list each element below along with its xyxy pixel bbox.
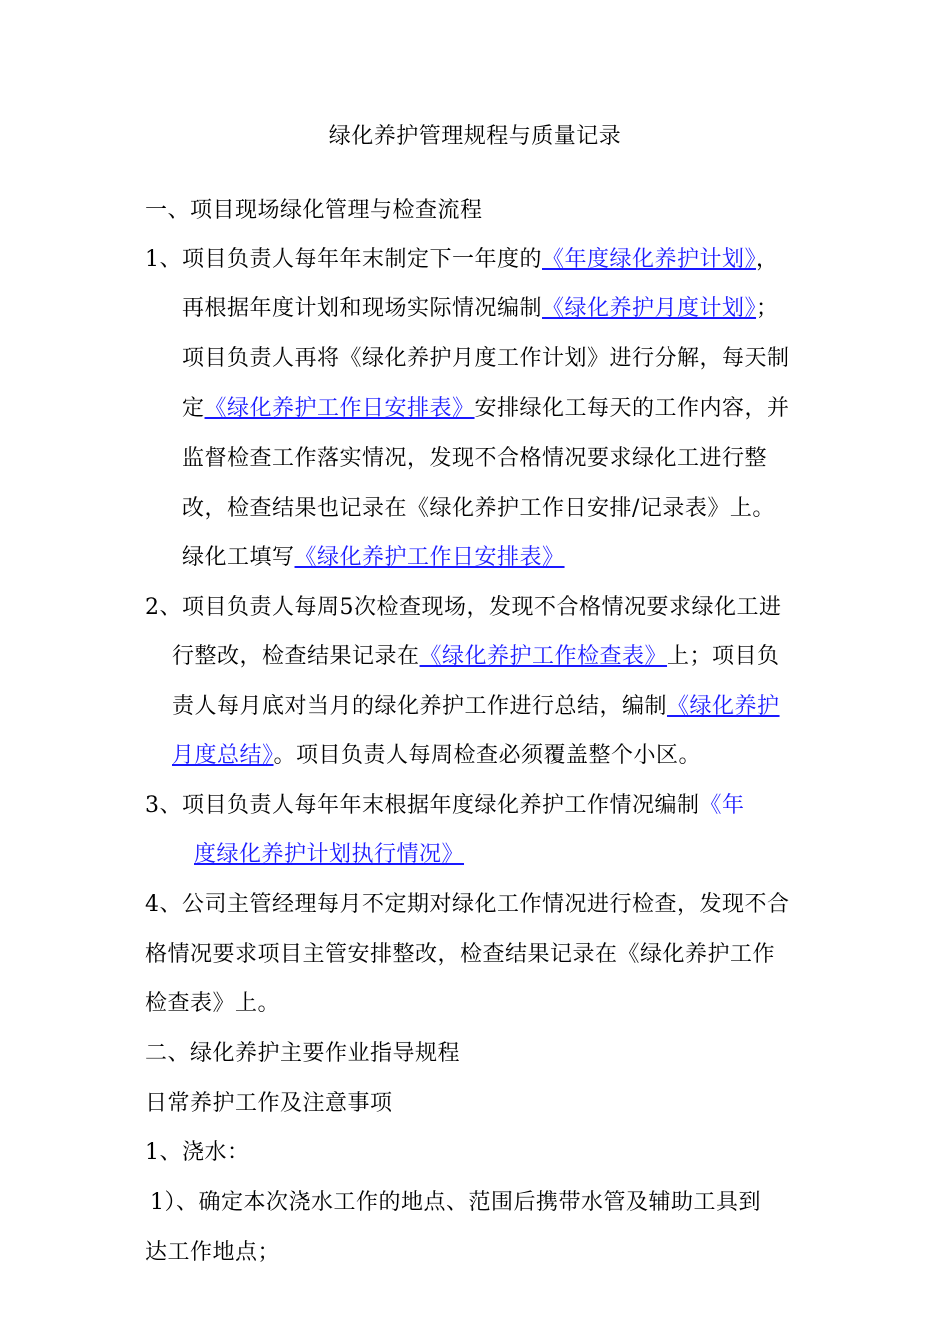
text: 再根据年度计划和现场实际情况编制 (182, 296, 543, 321)
paragraph-3-line-1 (145, 791, 745, 821)
paragraph-2-line-1: 2、项目负责人每周5次检查现场，发现不合格情况要求绿化工进 (145, 595, 782, 620)
link-monthly-summary-cont[interactable]: 月度总结》 (172, 743, 274, 768)
text: 绿化工填写 (182, 545, 295, 570)
paragraph-4-line-2: 格情况要求项目主管安排整改，检查结果记录在《绿化养护工作 (145, 942, 776, 967)
link-inspection-form[interactable]: 《绿化养护工作检查表》 (419, 644, 668, 669)
paragraph-1-line-7 (182, 543, 565, 573)
item-watering: 1、浇水： (145, 1140, 250, 1165)
link-monthly-plan[interactable]: 《绿化养护月度计划》 (542, 296, 757, 321)
link-daily-schedule[interactable]: 《绿化养护工作日安排表》 (204, 396, 475, 421)
paragraph-1-line-6: 改，检查结果也记录在《绿化养护工作日安排/记录表》上。 (182, 496, 775, 521)
link-plan-execution[interactable]: 《年 (699, 793, 745, 818)
link-daily-schedule-2[interactable]: 《绿化养护工作日安排表》 (294, 545, 565, 570)
text: ； (756, 296, 779, 321)
text: 定 (182, 396, 205, 421)
text: 1、项目负责人每年年末制定下一年度的 (145, 247, 542, 272)
paragraph-1-line-1 (145, 245, 779, 275)
subsection-heading: 日常养护工作及注意事项 (145, 1091, 393, 1116)
text: 上；项目负 (667, 644, 780, 669)
text: 行整改，检查结果记录在 (172, 644, 420, 669)
text: 安排绿化工每天的工作内容，并 (474, 396, 790, 421)
paragraph-1-line-5: 监督检查工作落实情况，发现不合格情况要求绿化工进行整 (182, 446, 768, 471)
section-heading-2: 二、绿化养护主要作业指导规程 (145, 1041, 461, 1066)
link-annual-plan[interactable]: 《年度绿化养护计划》 (542, 247, 757, 272)
section-heading-1: 一、项目现场绿化管理与检查流程 (145, 198, 483, 223)
paragraph-1-line-3: 项目负责人再将《绿化养护月度工作计划》进行分解，每天制 (182, 346, 790, 371)
text: 。项目负责人每周检查必须覆盖整个小区。 (273, 743, 702, 768)
paragraph-2-line-4 (172, 741, 701, 771)
item-watering-step-1-line-2: 达工作地点； (145, 1240, 281, 1265)
paragraph-4-line-3: 检查表》上。 (145, 991, 281, 1016)
text: ， (756, 247, 779, 272)
link-plan-execution-cont[interactable]: 度绿化养护计划执行情况》 (194, 842, 465, 867)
paragraph-1-line-2 (182, 294, 779, 324)
paragraph-2-line-2 (172, 642, 780, 672)
paragraph-3-line-2 (194, 840, 464, 870)
link-monthly-summary[interactable]: 《绿化养护 (667, 694, 780, 719)
paragraph-4-line-1: 4、公司主管经理每月不定期对绿化工作情况进行检查，发现不合 (145, 892, 790, 917)
text: 责人每月底对当月的绿化养护工作进行总结，编制 (172, 694, 668, 719)
item-watering-step-1-line-1: 1）、确定本次浇水工作的地点、范围后携带水管及辅助工具到 (150, 1190, 761, 1215)
paragraph-1-line-4 (182, 394, 790, 424)
paragraph-2-line-3 (172, 692, 780, 722)
page-title: 绿化养护管理规程与质量记录 (328, 124, 622, 149)
text: 3、项目负责人每年年末根据年度绿化养护工作情况编制 (145, 793, 700, 818)
